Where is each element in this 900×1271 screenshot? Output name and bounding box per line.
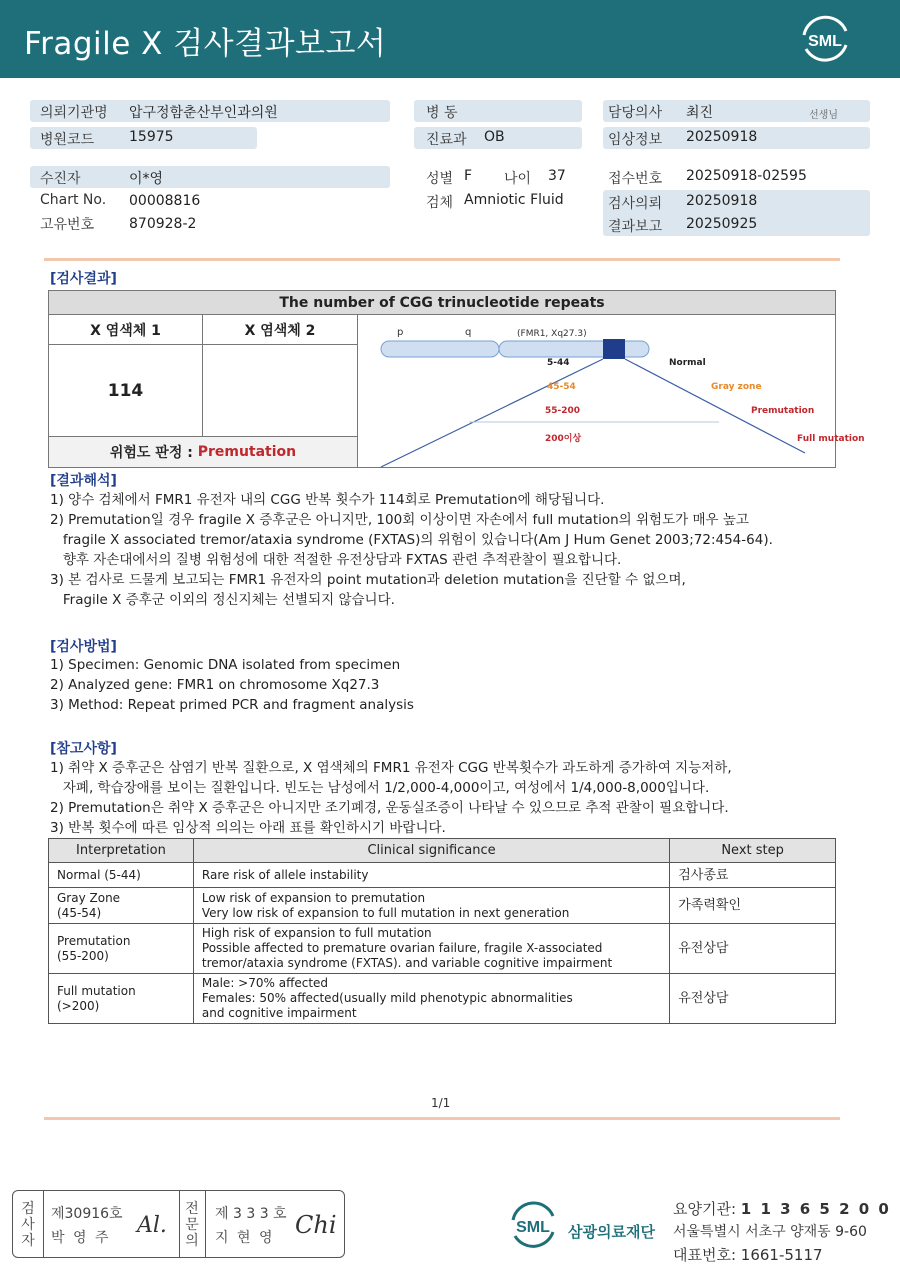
interpretation-cell-line: (45-54)	[57, 905, 102, 920]
interpretation-cell	[49, 924, 194, 974]
table-row	[49, 888, 836, 924]
reference-line: 3) 반복 횟수에 따른 임상적 의의는 아래 표를 확인하시기 바랍니다.	[50, 820, 446, 836]
specimen-label: 검체	[426, 195, 454, 211]
interpretation-line: 3) 본 검사로 드물게 보고되는 FMR1 유전자의 point mutation과 deletion mutation을 진단할 수 없으며,	[50, 572, 686, 588]
next-step-cell: 가족력확인	[670, 888, 836, 924]
doctor-suffix: 선생님	[809, 110, 838, 121]
method-heading: [검사방법]	[50, 639, 117, 655]
age-value: 37	[548, 168, 566, 184]
specialist-number: 제 3 3 3 호	[215, 1206, 287, 1222]
sig-divider-3	[205, 1191, 206, 1257]
results-table	[48, 290, 865, 468]
reference-line: 1) 취약 X 증후군은 삼염기 반복 질환으로, X 염색체의 FMR1 유전자 CGG 반복횟수가 과도하게 증가하여 지능저하,	[50, 760, 732, 776]
results-table-title: The number of CGG trinucleotide repeats	[49, 291, 835, 315]
interpretation-cell-line: (>200)	[57, 998, 100, 1013]
doctor-label: 담당의사	[608, 105, 663, 121]
vertical-char: 의	[185, 1233, 199, 1249]
facility-code-line	[673, 1198, 891, 1219]
diagram-range-label: 200이상	[545, 434, 582, 444]
page-number: 1/1	[431, 1096, 451, 1110]
specialist-name: 지 현 영	[215, 1230, 275, 1246]
x-chromosome-1-header: X 염색체 1	[49, 315, 203, 345]
interpretation-cell-line: Gray Zone	[57, 890, 121, 905]
x-chromosome-2-header: X 염색체 2	[203, 315, 358, 345]
examiner-number: 제30916호	[51, 1206, 123, 1222]
age-label: 나이	[504, 171, 532, 187]
report-value: 20250925	[686, 216, 758, 232]
header-clinical-significance: Clinical significance	[193, 839, 669, 863]
x-chromosome-1-value: 114	[49, 345, 203, 437]
interpretation-heading: [결과해석]	[50, 473, 117, 489]
table-row	[49, 863, 836, 888]
hospital-code-label: 병원코드	[40, 132, 95, 148]
phone-label: 대표번호:	[673, 1246, 737, 1264]
significance-cell-line: Male: >70% affected	[201, 976, 329, 990]
interpretation-cell	[49, 888, 194, 924]
vertical-char: 자	[21, 1233, 35, 1249]
clinical-value: 20250918	[686, 129, 758, 145]
diagram-category-label: Full mutation	[797, 434, 865, 444]
chart-value: 00008816	[129, 193, 201, 209]
significance-cell	[193, 863, 669, 888]
header-interpretation: Interpretation	[49, 839, 194, 863]
significance-cell	[193, 924, 669, 974]
fmr1-locus-marker	[603, 339, 625, 359]
phone-line	[673, 1244, 823, 1265]
org-name: 삼광의료재단	[568, 1223, 655, 1241]
request-value: 20250918	[686, 193, 758, 209]
org-logo-text: SML	[516, 1219, 550, 1236]
significance-cell-line: tremor/ataxia syndrome (FXTAS). and variable cognitive impairment	[201, 956, 613, 970]
report-title: Fragile X 검사결과보고서	[24, 26, 387, 62]
header-next-step: Next step	[670, 839, 836, 863]
institution-value: 압구정함춘산부인과의원	[129, 105, 278, 121]
specialist-signature: Chi	[295, 1211, 337, 1239]
reference-line: 2) Premutation은 취약 X 증후군은 아니지만 조기폐경, 운동실조증이 나타날 수 있으므로 추적 관찰이 필요합니다.	[50, 800, 729, 816]
receipt-label: 접수번호	[608, 171, 663, 187]
diagram-range-label: 5-44	[547, 358, 570, 368]
sig-divider-1	[43, 1191, 44, 1257]
x-chromosome-2-value	[203, 345, 358, 437]
interpretation-cell	[49, 974, 194, 1024]
vertical-char: 사	[21, 1217, 35, 1233]
significance-cell-line: Females: 50% affected(usually mild phenotypic abnormalities	[201, 991, 573, 1005]
diagram-category-label: Gray zone	[711, 382, 762, 392]
table-row	[49, 924, 836, 974]
dept-value: OB	[484, 129, 505, 145]
sml-logo-icon	[798, 13, 852, 65]
facility-code-label: 요양기관:	[673, 1200, 737, 1218]
ward-label: 병 동	[426, 105, 458, 121]
examiner-vertical-label	[17, 1201, 39, 1249]
sex-value: F	[464, 168, 473, 184]
diagram-locus-label: (FMR1, Xq27.3)	[517, 329, 587, 339]
significance-cell-line: Possible affected to premature ovarian failure, fragile X-associated	[201, 941, 603, 955]
specialist-vertical-label	[181, 1201, 203, 1249]
significance-cell-line: High risk of expansion to full mutation	[201, 926, 432, 940]
interpretation-line: 1) 양수 검체에서 FMR1 유전자 내의 CGG 반복 횟수가 114회로 Premutation에 해당됩니다.	[50, 492, 605, 508]
interpretation-line: 2) Premutation일 경우 fragile X 증후군은 아니지만, 100회 이상이면 자손에서 full mutation의 위험도가 매우 높고	[50, 512, 749, 528]
diagram-category-label: Premutation	[751, 406, 815, 416]
fmr1-repeat-diagram	[359, 317, 865, 467]
diagram-category-label: Normal	[669, 358, 706, 368]
diagram-q-label: q	[465, 327, 472, 338]
significance-cell-line: Rare risk of allele instability	[201, 867, 369, 882]
risk-row	[49, 437, 358, 467]
request-label: 검사의뢰	[608, 196, 663, 212]
vertical-char: 문	[185, 1217, 199, 1233]
next-step-cell: 유전상담	[670, 974, 836, 1024]
results-heading: [검사결과]	[50, 271, 117, 287]
reference-line: 자폐, 학습장애를 보이는 질환입니다. 빈도는 남성에서 1/2,000-4,000이고, 여성에서 1/4,000-8,000입니다.	[50, 780, 710, 796]
facility-code-value: 1 1 3 6 5 2 0 0	[740, 1200, 891, 1218]
doctor-value: 최진	[686, 105, 714, 121]
patient-pill	[30, 166, 390, 188]
risk-label: 위험도 판정 :	[109, 445, 193, 461]
top-divider	[44, 258, 840, 261]
table-header-row	[49, 839, 836, 863]
sig-divider-2	[179, 1191, 180, 1257]
report-label: 결과보고	[608, 219, 663, 235]
phone-value: 1661-5117	[740, 1246, 823, 1264]
interpretation-line: 향후 자손대에서의 질병 위험성에 대한 적절한 유전상담과 FXTAS 관련 추적관찰이 필요합니다.	[50, 552, 622, 568]
sex-label: 성별	[426, 171, 454, 187]
uid-label: 고유번호	[40, 217, 95, 233]
interpretation-cell-line: Normal (5-44)	[57, 867, 141, 882]
uid-value: 870928-2	[129, 216, 197, 232]
diagram-p-label: p	[397, 327, 404, 338]
vertical-char: 검	[21, 1201, 35, 1217]
risk-value: Premutation	[197, 444, 297, 460]
hospital-code-value: 15975	[129, 129, 174, 145]
interpretation-cell	[49, 863, 194, 888]
examiner-signature: Al.	[137, 1213, 167, 1238]
diagram-range-label: 55-200	[545, 406, 581, 416]
examiner-name: 박 영 주	[51, 1230, 111, 1246]
receipt-value: 20250918-02595	[686, 168, 807, 184]
org-logo-icon	[508, 1198, 558, 1254]
significance-cell	[193, 888, 669, 924]
interpretation-line: Fragile X 증후군 이외의 정신지체는 선별되지 않습니다.	[50, 592, 395, 608]
signature-box	[12, 1190, 345, 1258]
clinical-label: 임상정보	[608, 132, 663, 148]
interpretation-cell-line: (55-200)	[57, 948, 109, 963]
chromosome-q-arm	[499, 341, 649, 357]
bottom-divider	[44, 1117, 840, 1120]
table-row	[49, 974, 836, 1024]
sml-logo-text: SML	[808, 33, 842, 50]
next-step-cell: 유전상담	[670, 924, 836, 974]
diagram-range-label: 45-54	[547, 382, 576, 392]
significance-cell-line: and cognitive impairment	[201, 1006, 357, 1020]
method-line: 3) Method: Repeat primed PCR and fragment analysis	[50, 697, 414, 713]
significance-cell	[193, 974, 669, 1024]
reference-heading: [참고사항]	[50, 741, 117, 757]
org-address: 서울특별시 서초구 양재동 9-60	[673, 1224, 867, 1240]
method-line: 1) Specimen: Genomic DNA isolated from specimen	[50, 657, 401, 673]
interpretation-cell-line: Premutation	[57, 933, 131, 948]
significance-cell-line: Low risk of expansion to premutation	[201, 890, 426, 905]
patient-value: 이*영	[129, 171, 164, 187]
patient-label: 수진자	[40, 171, 81, 187]
method-line: 2) Analyzed gene: FMR1 on chromosome Xq27.3	[50, 677, 380, 693]
vertical-char: 전	[185, 1201, 199, 1217]
dept-label: 진료과	[426, 132, 467, 148]
specimen-value: Amniotic Fluid	[464, 192, 564, 208]
chromosome-p-arm	[381, 341, 499, 357]
chart-label: Chart No.	[40, 192, 107, 208]
institution-label: 의뢰기관명	[40, 105, 108, 121]
interpretation-cell-line: Full mutation	[57, 983, 136, 998]
significance-cell-line: Very low risk of expansion to full mutation in next generation	[201, 905, 570, 920]
next-step-cell: 검사종료	[670, 863, 836, 888]
clinical-significance-table	[48, 838, 836, 1024]
interpretation-line: fragile X associated tremor/ataxia syndrome (FXTAS)의 위험이 있습니다(Am J Hum Genet 2003;72:454-64).	[50, 532, 773, 548]
